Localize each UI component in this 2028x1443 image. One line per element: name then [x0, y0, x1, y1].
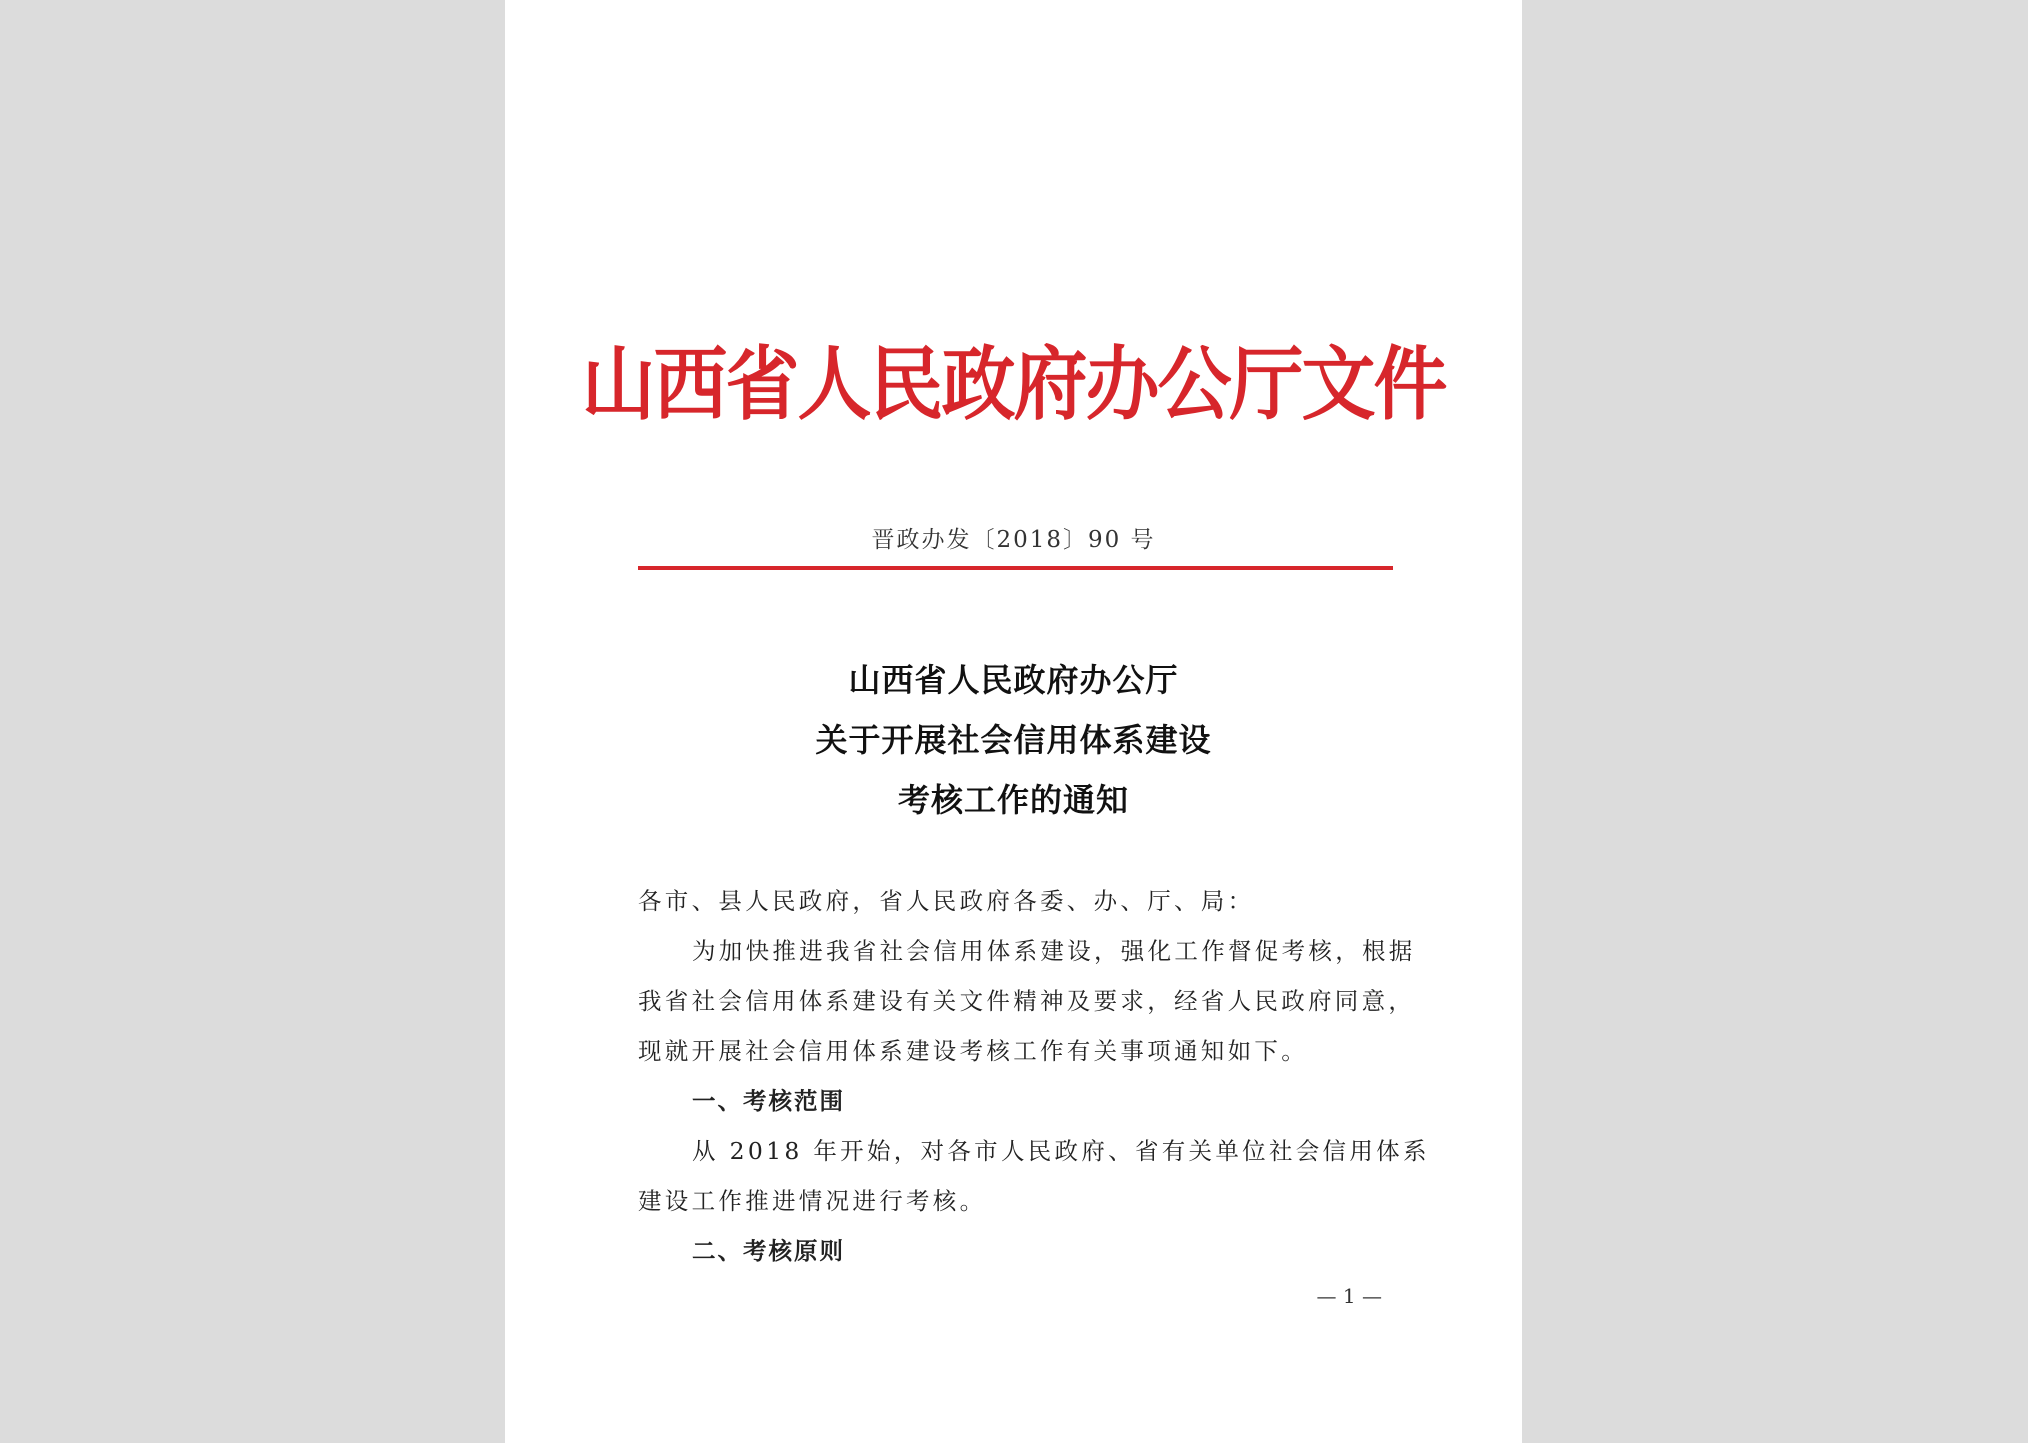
document-title	[505, 650, 1522, 830]
paragraph-line: 建设工作推进情况进行考核。	[638, 1187, 987, 1215]
document-page	[505, 0, 1522, 1443]
title-line: 关于开展社会信用体系建设	[815, 721, 1212, 759]
section-heading-principles: 二、考核原则	[692, 1237, 845, 1265]
page-number-footer	[505, 1278, 1522, 1314]
document-masthead: 山西省人民政府办公厅文件	[581, 338, 1446, 432]
title-line: 山西省人民政府办公厅	[848, 661, 1179, 699]
document-number: 晋政办发〔2018〕90 号	[871, 527, 1156, 553]
paragraph-line: 我省社会信用体系建设有关文件精神及要求，经省人民政府同意，	[638, 987, 1416, 1015]
page-number: — 1 —	[1316, 1284, 1382, 1308]
paragraph-line: 为加快推进我省社会信用体系建设，强化工作督促考核，根据	[692, 937, 1416, 965]
paragraph-line: 现就开展社会信用体系建设考核工作有关事项通知如下。	[638, 1037, 1308, 1065]
title-line: 考核工作的通知	[897, 781, 1129, 819]
red-divider-line	[638, 566, 1393, 570]
paragraph-line: 从 2018 年开始，对各市人民政府、省有关单位社会信用体系	[692, 1137, 1430, 1165]
salutation: 各市、县人民政府，省人民政府各委、办、厅、局：	[638, 887, 1255, 915]
section-heading-scope: 一、考核范围	[692, 1087, 845, 1115]
document-body	[638, 876, 1430, 1276]
